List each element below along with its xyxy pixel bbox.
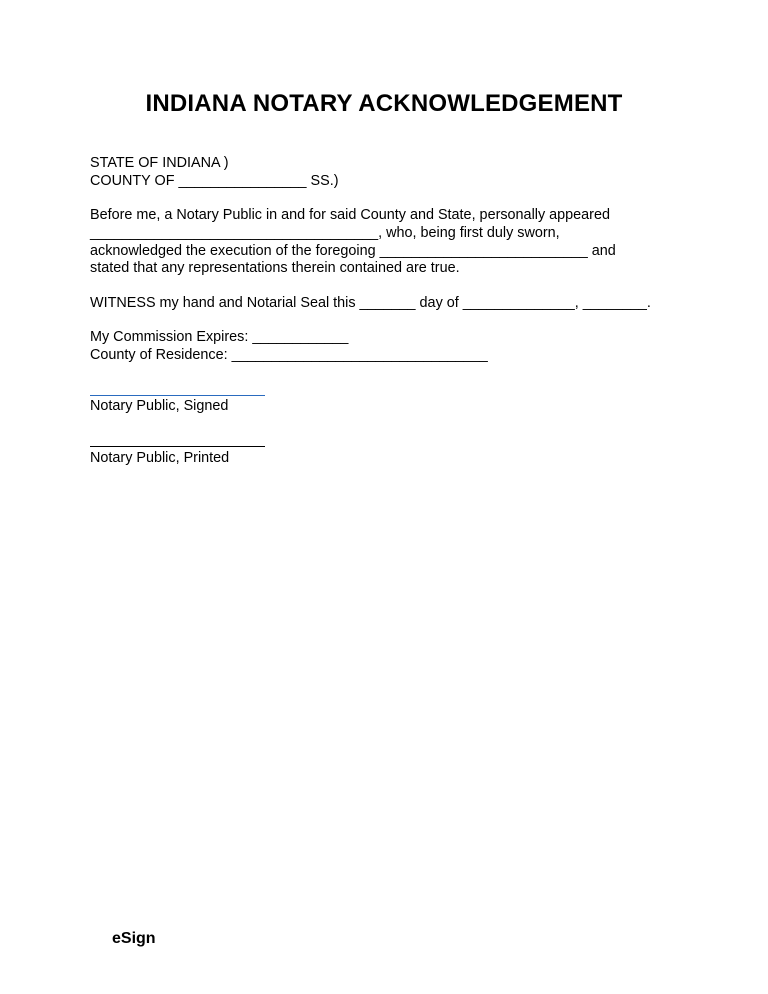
state-line: STATE OF INDIANA ) [90,155,229,171]
printed-name-line[interactable] [90,446,265,447]
witness-line: WITNESS my hand and Notarial Seal this _______ day of ______________, ________. [90,295,651,311]
notary-printed-label: Notary Public, Printed [90,450,230,466]
esign-logo: eSign [112,930,156,947]
signature-line[interactable] [90,395,265,396]
county-of-residence-line: County of Residence: ________________________________ [90,347,488,363]
acknowledgement-line-4: stated that any representations therein contained are true. [90,260,460,276]
county-line: COUNTY OF ________________ SS.) [90,173,339,189]
document-title: INDIANA NOTARY ACKNOWLEDGEMENT [145,90,623,117]
notary-signed-label: Notary Public, Signed [90,398,229,414]
acknowledgement-line-3: acknowledged the execution of the foregoing __________________________ and [90,243,616,259]
acknowledgement-line-2: ____________________________________, who, being first duly sworn, [90,225,560,241]
acknowledgement-line-1: Before me, a Notary Public in and for said County and State, personally appeared [90,207,610,223]
commission-expires-line: My Commission Expires: ____________ [90,329,349,345]
